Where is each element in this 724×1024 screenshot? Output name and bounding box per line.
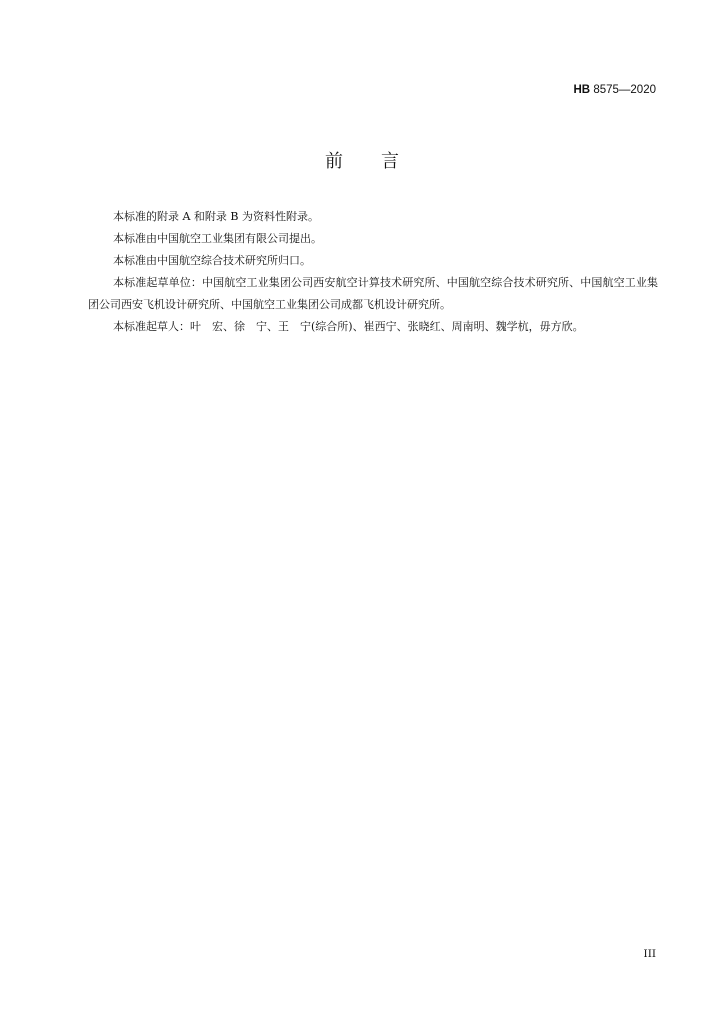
page-number: III — [643, 948, 656, 960]
standard-code — [574, 84, 657, 96]
paragraph-drafting-units: 本标准起草单位：中国航空工业集团公司西安航空计算技术研究所、中国航空综合技术研究所、中国航空工业集团公司西安飞机设计研究所、中国航空工业集团公司成都飞机设计研究所。 — [88, 276, 658, 311]
standard-code-number: 8575—2020 — [593, 84, 656, 96]
paragraph-appendix: 本标准的附录 A 和附录 B 为资料性附录。 — [113, 210, 320, 223]
page-title — [0, 147, 724, 173]
paragraph-drafters: 本标准起草人：叶 宏、徐 宁、王 宁(综合所)、崔西宁、张晓红、周南明、魏学杭，毋方欣。 — [113, 320, 584, 333]
foreword-body — [88, 206, 658, 338]
page-title-char-2: 言 — [381, 151, 399, 172]
page-title-char-1: 前 — [325, 151, 343, 172]
paragraph-proposer: 本标准由中国航空工业集团有限公司提出。 — [113, 232, 322, 245]
standard-code-prefix: HB — [573, 84, 591, 96]
paragraph-centralized-unit: 本标准由中国航空综合技术研究所归口。 — [113, 254, 311, 267]
